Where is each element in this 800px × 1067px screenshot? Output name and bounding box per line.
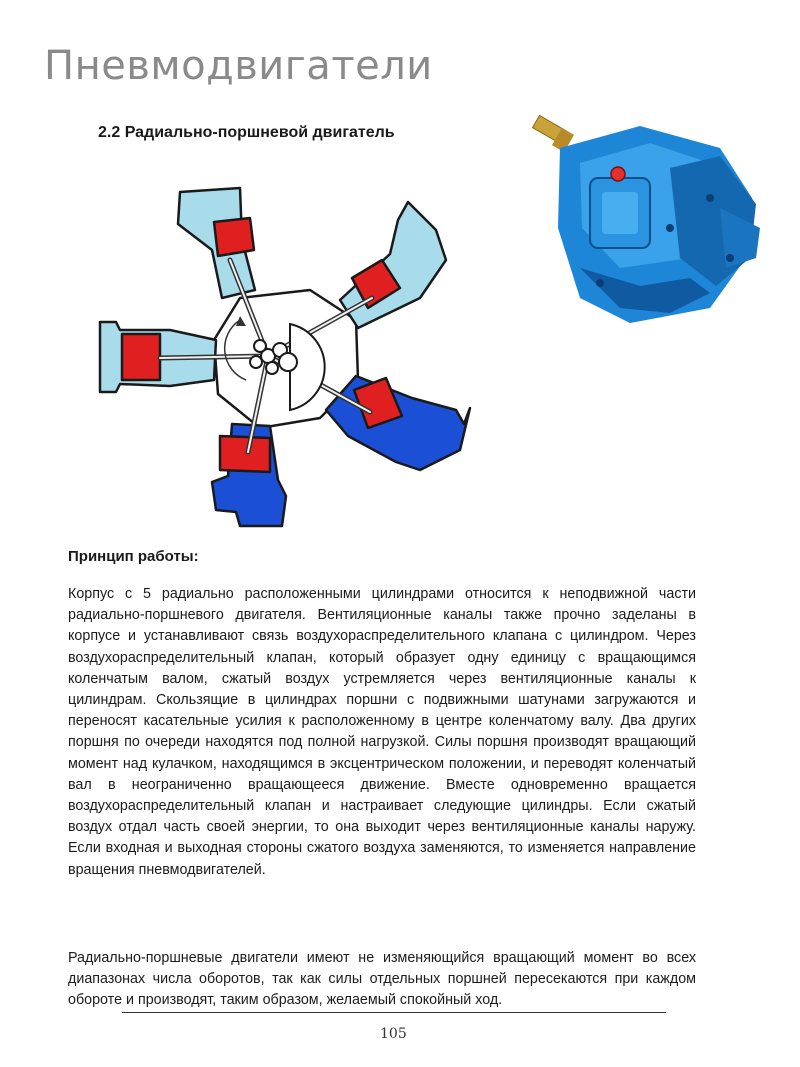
slide-title: Пневмодвигатели [44,43,433,89]
engine-photo [520,108,780,333]
underline-rule [122,1012,666,1013]
principle-paragraph-2: Радиально-поршневые двигатели имеют не изменяющийся вращающий момент во всех диапазонах числа оборотов, так как силы отдельных поршней пересекаются при каждом обороте и производят, таким образом, желаемый спокойный ход. [68,950,696,1009]
photo-body [558,126,760,323]
radial-engine-diagram [90,180,490,540]
principle-paragraph-1: Корпус с 5 радиально расположенными цилиндрами относится к неподвижной части радиально-поршневого двигателя. Вентиляционные каналы также прочно заделаны в корпусе и устанавливают связь воздухораспределительного клапана с цилиндром. Через воздухораспределительный клапан, который образует одну единицу с вращающимся коленчатым валом, сжатый воздух устремляется через вентиляционные каналы к цилиндрам. Скользящие в цилиндрах поршни с подвижными шатунами загружаются и переносят касательные усилия к расположенному в центре коленчатому валу. Два других поршня по очереди находятся под полной нагрузкой. Силы поршня производят вращающий момент над кулачком, находящимся в эксцентрическом положении, и переводят коленчатый вал в неограниченно вращающееся движение. Вместе одновременно вращается воздухораспределительный клапан и настраивает следующие цилиндры. Если сжатый воздух отдал часть своей энергии, то она выходит через вентиляционные каналы наружу. Если входная и выходная стороны сжатого воздуха заменяются, то изменяется направление вращения пневмодвигателей. [68,586,696,878]
section-heading: 2.2 Радиально-поршневой двигатель [98,124,395,141]
cylinder-bottom-right [326,376,470,470]
principle-heading: Принцип работы: [68,548,199,565]
page-number: 105 [380,1026,407,1042]
cylinder-top-left [178,188,255,298]
